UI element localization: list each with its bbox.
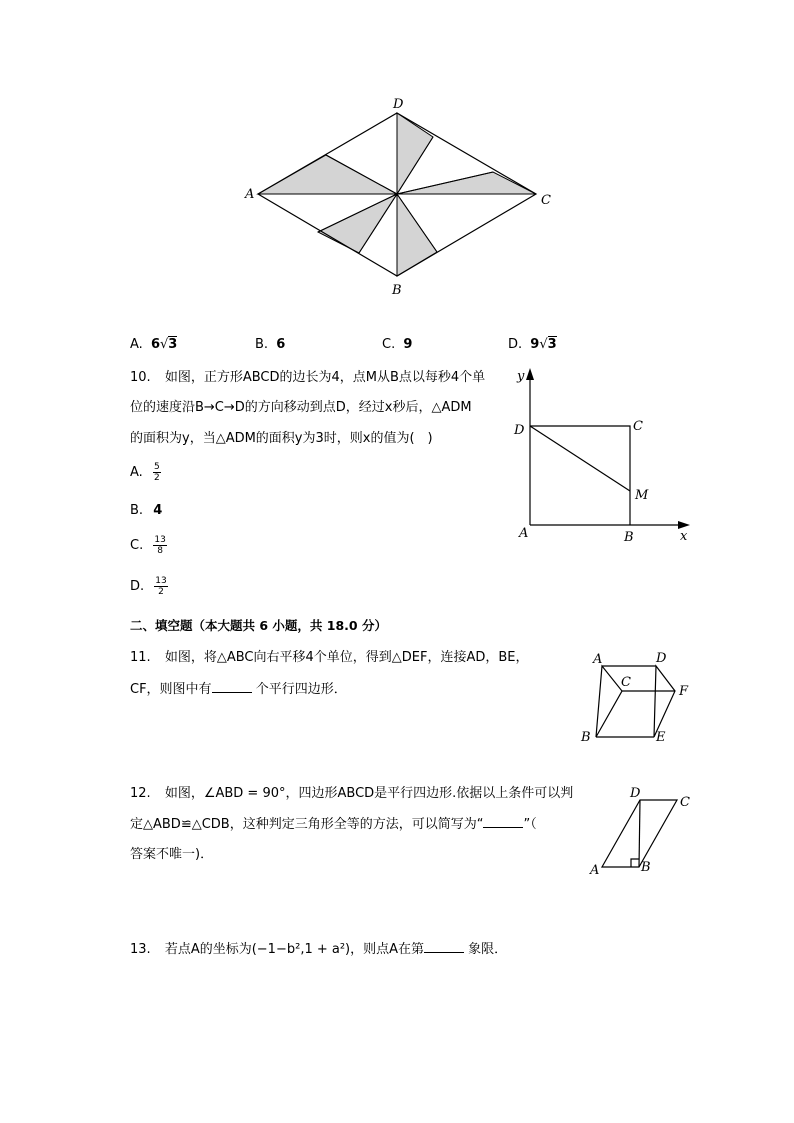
q9-option-a[interactable]: A. 6√3 xyxy=(130,337,178,352)
q9-option-b[interactable]: B. 6 xyxy=(255,337,286,352)
q11-line-2: CF，则图中有 个平行四边形． xyxy=(130,682,347,697)
prism-figure xyxy=(575,645,695,750)
section-heading: 二、填空题（本大题共 6 小题，共 18.0 分） xyxy=(130,618,387,633)
label-y: y xyxy=(517,369,525,384)
square-figure xyxy=(505,365,700,545)
answer-blank[interactable] xyxy=(212,680,252,693)
q10-line-1: 10. 如图，正方形ABCD的边长为4，点M从B点以每秒4个单 xyxy=(130,370,486,385)
label-A: A xyxy=(245,187,255,202)
label-E: E xyxy=(656,730,666,745)
fraction: $\frac{5}{2}$ xyxy=(153,462,160,483)
label-B: B xyxy=(392,283,402,298)
label-B: B xyxy=(581,730,591,745)
label-D: D xyxy=(656,651,667,666)
answer-blank[interactable] xyxy=(483,815,523,828)
y-axis-arrow-icon xyxy=(526,368,534,380)
label-A: A xyxy=(590,863,600,878)
q10-option-a[interactable]: A. $\frac{5}{2}$ xyxy=(130,462,160,483)
q10-line-2: 位的速度沿B→C→D的方向移动到点D，经过x秒后，△ADM xyxy=(130,400,472,415)
q13-number: 13. xyxy=(130,942,151,957)
label-C: C xyxy=(621,675,631,690)
shaded-triangle-left xyxy=(258,155,397,194)
parallelogram-figure xyxy=(585,782,695,880)
rhombus-figure xyxy=(240,95,560,300)
q12-line-3: 答案不唯一)． xyxy=(130,847,214,862)
label-C: C xyxy=(541,193,551,208)
q9-option-d[interactable]: D. 9√3 xyxy=(508,337,557,352)
label-A: A xyxy=(593,652,603,667)
q12-line-2: 定△ABD≌△CDB，这种判定三角形全等的方法，可以简写为“ ”（ xyxy=(130,817,537,832)
sqrt-sign-icon: √ xyxy=(539,337,548,352)
label-D: D xyxy=(393,97,404,112)
q10-option-c[interactable]: C. $\frac{13}{8}$ xyxy=(130,535,166,556)
label-M: M xyxy=(635,488,649,503)
label-D: D xyxy=(514,423,525,438)
q10-number: 10. xyxy=(130,370,151,385)
x-axis-arrow-icon xyxy=(678,521,690,529)
fraction: $\frac{13}{8}$ xyxy=(154,535,166,556)
answer-blank[interactable] xyxy=(424,940,464,953)
label-D: D xyxy=(630,786,641,801)
fraction: $\frac{13}{2}$ xyxy=(155,576,167,597)
label-B: B xyxy=(641,860,651,875)
label-F: F xyxy=(679,684,689,699)
shaded-triangle-top xyxy=(397,113,433,194)
q10-line-3: 的面积为y，当△ADM的面积y为3时，则x的值为( ) xyxy=(130,431,433,446)
label-A: A xyxy=(519,526,529,541)
shaded-triangle-bottom-left xyxy=(318,194,397,253)
label-C: C xyxy=(633,419,643,434)
q11-line-1: 11. 如图，将△ABC向右平移4个单位，得到△DEF，连接AD，BE， xyxy=(130,650,529,665)
q12-line-1: 12. 如图，∠ABD = 90°，四边形ABCD是平行四边形.依据以上条件可以判 xyxy=(130,786,574,801)
q10-option-b[interactable]: B. 4 xyxy=(130,503,163,518)
q9-option-c[interactable]: C. 9 xyxy=(382,337,413,352)
sqrt-sign-icon: √ xyxy=(159,337,169,352)
label-B: B xyxy=(624,530,634,545)
q11-number: 11. xyxy=(130,650,151,665)
q10-option-d[interactable]: D. $\frac{13}{2}$ xyxy=(130,576,167,597)
label-C: C xyxy=(680,795,690,810)
q12-number: 12. xyxy=(130,786,151,801)
shaded-triangle-right xyxy=(397,172,536,194)
label-x: x xyxy=(680,529,688,544)
q13-line: 13. 若点A的坐标为(−1−b²,1 + a²)，则点A在第 象限． xyxy=(130,942,508,957)
